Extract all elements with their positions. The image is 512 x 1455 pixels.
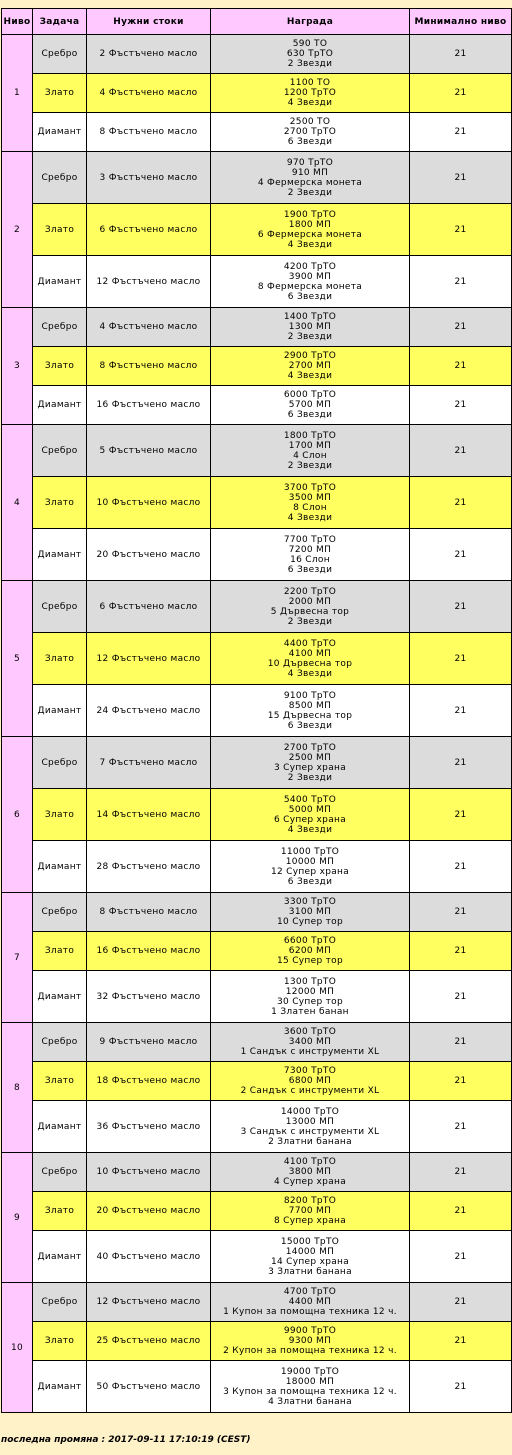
goods-cell: 16 Фъстъчено масло: [87, 932, 211, 971]
reward-cell: [211, 893, 410, 932]
level-cell: 8: [2, 1023, 33, 1153]
reward-line: 10000 МП: [285, 856, 335, 867]
table-row: [2, 347, 512, 386]
reward-cell: [211, 256, 410, 308]
reward-line: 30 Супер тор: [277, 996, 343, 1007]
reward-line: 2900 ТрТО: [283, 351, 337, 361]
min-level-cell: 21: [410, 74, 512, 113]
goods-cell: 2 Фъстъчено масло: [87, 35, 211, 74]
reward-line: 8 Супер храна: [273, 1216, 347, 1226]
task-cell: Сребро: [33, 1023, 87, 1062]
reward-line: 6 Звезди: [287, 291, 333, 302]
task-cell: Злато: [33, 204, 87, 256]
reward-line: 2 Звезди: [287, 187, 333, 198]
level-cell: 9: [2, 1153, 33, 1283]
reward-cell: [211, 1361, 410, 1413]
goods-cell: 7 Фъстъчено масло: [87, 737, 211, 789]
header-task: Задача: [33, 9, 87, 35]
reward-line: 4200 ТрТО: [283, 261, 337, 272]
reward-line: 6 Фермерска монета: [257, 229, 363, 240]
reward-cell: [211, 685, 410, 737]
reward-line: 630 ТрТО: [286, 49, 334, 59]
reward-cell: [211, 581, 410, 633]
reward-line: 4 Супер храна: [273, 1177, 347, 1187]
reward-line: 2700 ТрТО: [283, 127, 337, 137]
reward-line: 12000 МП: [285, 986, 335, 997]
reward-line: 1300 ТрТО: [283, 976, 337, 987]
reward-line: 1100 ТО: [289, 78, 331, 88]
goods-cell: 8 Фъстъчено масло: [87, 893, 211, 932]
table-row: [2, 35, 512, 74]
goods-cell: 8 Фъстъчено масло: [87, 347, 211, 386]
task-cell: Сребро: [33, 581, 87, 633]
reward-line: 4 Звезди: [287, 668, 333, 679]
reward-line: 3800 МП: [288, 1167, 332, 1177]
reward-line: 14000 МП: [285, 1246, 335, 1257]
reward-line: 6000 ТрТО: [283, 390, 337, 400]
reward-line: 11000 ТрТО: [280, 846, 340, 857]
goods-cell: 16 Фъстъчено масло: [87, 386, 211, 425]
reward-line: 3100 МП: [288, 907, 332, 917]
reward-cell: [211, 35, 410, 74]
reward-line: 2 Купон за помощна техника 12 ч.: [223, 1346, 397, 1356]
reward-cell: [211, 841, 410, 893]
reward-line: 2500 МП: [288, 752, 332, 763]
table-row: [2, 113, 512, 152]
table-body: [2, 35, 512, 1413]
table-row: [2, 581, 512, 633]
reward-line: 5000 МП: [288, 804, 332, 815]
reward-line: 2 Сандък с инструменти XL: [240, 1086, 380, 1096]
min-level-cell: 21: [410, 1231, 512, 1283]
reward-line: 2700 ТрТО: [283, 742, 337, 753]
reward-line: 590 ТО: [292, 39, 328, 49]
reward-line: 3 Сандък с инструменти XL: [240, 1126, 380, 1137]
reward-cell: [211, 113, 410, 152]
reward-cell: [211, 386, 410, 425]
min-level-cell: 21: [410, 204, 512, 256]
table-row: [2, 633, 512, 685]
reward-line: 6 Супер храна: [273, 814, 347, 825]
reward-line: 7700 ТрТО: [283, 534, 337, 545]
reward-cell: [211, 529, 410, 581]
reward-line: 7200 МП: [288, 544, 332, 555]
goods-cell: 4 Фъстъчено масло: [87, 74, 211, 113]
level-cell: 2: [2, 152, 33, 308]
reward-line: 970 ТрТО: [286, 157, 334, 168]
level-cell: 6: [2, 737, 33, 893]
task-cell: Сребро: [33, 35, 87, 74]
header-row: [2, 9, 512, 35]
table-row: [2, 425, 512, 477]
min-level-cell: 21: [410, 737, 512, 789]
reward-cell: [211, 1023, 410, 1062]
goods-cell: 24 Фъстъчено масло: [87, 685, 211, 737]
level-cell: 5: [2, 581, 33, 737]
task-cell: Злато: [33, 74, 87, 113]
table-row: [2, 386, 512, 425]
goods-cell: 12 Фъстъчено масло: [87, 633, 211, 685]
reward-line: 8 Фермерска монета: [257, 281, 363, 292]
reward-cell: [211, 1322, 410, 1361]
reward-line: 15 Дървесна тор: [267, 710, 353, 721]
goods-cell: 8 Фъстъчено масло: [87, 113, 211, 152]
reward-line: 6 Звезди: [287, 410, 333, 420]
min-level-cell: 21: [410, 893, 512, 932]
reward-cell: [211, 1062, 410, 1101]
reward-cell: [211, 308, 410, 347]
task-cell: Сребро: [33, 308, 87, 347]
reward-line: 2500 ТО: [289, 117, 331, 127]
task-cell: Сребро: [33, 1283, 87, 1322]
table-row: [2, 893, 512, 932]
reward-cell: [211, 347, 410, 386]
reward-line: 3500 МП: [288, 492, 332, 503]
reward-line: 4400 ТрТО: [283, 638, 337, 649]
reward-line: 2 Звезди: [287, 460, 333, 471]
table-row: [2, 685, 512, 737]
table-row: [2, 1023, 512, 1062]
reward-line: 910 МП: [291, 167, 329, 178]
reward-line: 4 Златни банана: [268, 1396, 352, 1407]
reward-line: 1200 ТрТО: [283, 88, 337, 98]
table-row: [2, 1062, 512, 1101]
task-cell: Злато: [33, 477, 87, 529]
min-level-cell: 21: [410, 425, 512, 477]
reward-line: 4 Звезди: [287, 239, 333, 250]
reward-line: 4 Звезди: [287, 824, 333, 835]
reward-line: 16 Слон: [290, 554, 330, 565]
task-cell: Диамант: [33, 529, 87, 581]
goods-cell: 18 Фъстъчено масло: [87, 1062, 211, 1101]
reward-line: 4 Звезди: [287, 512, 333, 523]
task-cell: Сребро: [33, 152, 87, 204]
min-level-cell: 21: [410, 1283, 512, 1322]
goods-cell: 20 Фъстъчено масло: [87, 529, 211, 581]
reward-line: 2200 ТрТО: [283, 586, 337, 597]
reward-line: 4100 МП: [288, 648, 332, 659]
min-level-cell: 21: [410, 581, 512, 633]
reward-line: 10 Дървесна тор: [267, 658, 353, 669]
goods-cell: 6 Фъстъчено масло: [87, 581, 211, 633]
task-cell: Сребро: [33, 737, 87, 789]
table-row: [2, 737, 512, 789]
task-cell: Злато: [33, 1062, 87, 1101]
reward-line: 6 Звезди: [287, 137, 333, 147]
task-cell: Диамант: [33, 971, 87, 1023]
reward-line: 1800 МП: [288, 219, 332, 230]
goods-cell: 6 Фъстъчено масло: [87, 204, 211, 256]
reward-line: 3 Златни банана: [268, 1266, 352, 1277]
min-level-cell: 21: [410, 1101, 512, 1153]
header-min-level: Минимално ниво: [410, 9, 512, 35]
min-level-cell: 21: [410, 529, 512, 581]
reward-cell: [211, 633, 410, 685]
level-cell: 1: [2, 35, 33, 152]
goods-cell: 14 Фъстъчено масло: [87, 789, 211, 841]
task-cell: Диамант: [33, 685, 87, 737]
reward-line: 1800 ТрТО: [283, 430, 337, 441]
task-cell: Диамант: [33, 256, 87, 308]
reward-cell: [211, 1192, 410, 1231]
min-level-cell: 21: [410, 386, 512, 425]
task-cell: Злато: [33, 1322, 87, 1361]
task-cell: Диамант: [33, 1361, 87, 1413]
min-level-cell: 21: [410, 477, 512, 529]
table-row: [2, 1322, 512, 1361]
level-cell: 7: [2, 893, 33, 1023]
reward-line: 14 Супер храна: [270, 1256, 350, 1267]
reward-line: 15000 ТрТО: [280, 1236, 340, 1247]
goods-cell: 32 Фъстъчено масло: [87, 971, 211, 1023]
goods-cell: 9 Фъстъчено масло: [87, 1023, 211, 1062]
reward-cell: [211, 971, 410, 1023]
table-row: [2, 529, 512, 581]
reward-line: 1700 МП: [288, 440, 332, 451]
reward-line: 2 Звезди: [287, 332, 333, 342]
header-reward: Награда: [211, 9, 410, 35]
reward-line: 3300 ТрТО: [283, 897, 337, 907]
reward-line: 5 Дървесна тор: [270, 606, 350, 617]
reward-line: 1 Сандък с инструменти XL: [240, 1047, 380, 1057]
reward-line: 19000 ТрТО: [280, 1366, 340, 1377]
goods-cell: 25 Фъстъчено масло: [87, 1322, 211, 1361]
reward-line: 3400 МП: [288, 1037, 332, 1047]
reward-line: 9100 ТрТО: [283, 690, 337, 701]
reward-line: 12 Супер храна: [270, 866, 350, 877]
reward-line: 6 Звезди: [287, 876, 333, 887]
level-cell: 4: [2, 425, 33, 581]
table-row: [2, 1231, 512, 1283]
goods-cell: 28 Фъстъчено масло: [87, 841, 211, 893]
reward-line: 8 Слон: [293, 502, 327, 513]
min-level-cell: 21: [410, 1361, 512, 1413]
reward-cell: [211, 1101, 410, 1153]
reward-line: 4700 ТрТО: [283, 1287, 337, 1297]
reward-line: 4 Слон: [293, 450, 327, 461]
table-row: [2, 74, 512, 113]
reward-line: 4400 МП: [288, 1297, 332, 1307]
task-cell: Злато: [33, 633, 87, 685]
min-level-cell: 21: [410, 256, 512, 308]
reward-line: 2 Звезди: [287, 772, 333, 783]
goods-cell: 12 Фъстъчено масло: [87, 256, 211, 308]
reward-line: 8500 МП: [288, 700, 332, 711]
reward-cell: [211, 204, 410, 256]
reward-line: 1 Златен банан: [271, 1006, 349, 1017]
task-cell: Сребро: [33, 425, 87, 477]
goods-cell: 20 Фъстъчено масло: [87, 1192, 211, 1231]
reward-line: 3900 МП: [288, 271, 332, 282]
table-row: [2, 1361, 512, 1413]
task-cell: Диамант: [33, 841, 87, 893]
task-cell: Злато: [33, 347, 87, 386]
reward-line: 13000 МП: [285, 1116, 335, 1127]
last-modified: последна промяна : 2017-09-11 17:10:19 (CEST): [1, 1435, 251, 1445]
reward-line: 18000 МП: [285, 1376, 335, 1387]
reward-line: 1300 МП: [288, 322, 332, 332]
min-level-cell: 21: [410, 1322, 512, 1361]
task-cell: Злато: [33, 789, 87, 841]
min-level-cell: 21: [410, 841, 512, 893]
reward-line: 2700 МП: [288, 361, 332, 371]
goods-cell: 10 Фъстъчено масло: [87, 477, 211, 529]
min-level-cell: 21: [410, 35, 512, 74]
reward-line: 3600 ТрТО: [283, 1027, 337, 1037]
reward-cell: [211, 1283, 410, 1322]
min-level-cell: 21: [410, 685, 512, 737]
header-goods: Нужни стоки: [87, 9, 211, 35]
min-level-cell: 21: [410, 1062, 512, 1101]
table-row: [2, 1101, 512, 1153]
reward-line: 9300 МП: [288, 1336, 332, 1346]
min-level-cell: 21: [410, 789, 512, 841]
table-row: [2, 256, 512, 308]
reward-cell: [211, 152, 410, 204]
level-cell: 3: [2, 308, 33, 425]
reward-line: 14000 ТрТО: [280, 1106, 340, 1117]
task-cell: Сребро: [33, 1153, 87, 1192]
table-row: [2, 308, 512, 347]
reward-line: 15 Супер тор: [277, 956, 343, 966]
table-row: [2, 1153, 512, 1192]
task-cell: Злато: [33, 932, 87, 971]
goods-cell: 50 Фъстъчено масло: [87, 1361, 211, 1413]
min-level-cell: 21: [410, 347, 512, 386]
reward-line: 4 Фермерска монета: [257, 177, 363, 188]
reward-cell: [211, 789, 410, 841]
table-row: [2, 477, 512, 529]
level-cell: 10: [2, 1283, 33, 1413]
goods-cell: 3 Фъстъчено масло: [87, 152, 211, 204]
reward-line: 6800 МП: [288, 1076, 332, 1086]
reward-cell: [211, 477, 410, 529]
header-level: Ниво: [2, 9, 33, 35]
reward-line: 3 Супер храна: [273, 762, 347, 773]
task-cell: Диамант: [33, 386, 87, 425]
reward-line: 10 Супер тор: [277, 917, 343, 927]
min-level-cell: 21: [410, 932, 512, 971]
min-level-cell: 21: [410, 633, 512, 685]
task-cell: Злато: [33, 1192, 87, 1231]
min-level-cell: 21: [410, 1153, 512, 1192]
reward-line: 2 Златни банана: [268, 1136, 352, 1147]
min-level-cell: 21: [410, 113, 512, 152]
reward-cell: [211, 1153, 410, 1192]
table-row: [2, 932, 512, 971]
reward-line: 7700 МП: [288, 1206, 332, 1216]
reward-line: 7300 ТрТО: [283, 1066, 337, 1076]
table-row: [2, 789, 512, 841]
reward-line: 4 Звезди: [287, 371, 333, 381]
reward-line: 1900 ТрТО: [283, 209, 337, 220]
reward-line: 2 Звезди: [287, 616, 333, 627]
table-row: [2, 1192, 512, 1231]
reward-line: 2 Звезди: [287, 59, 333, 69]
table-row: [2, 204, 512, 256]
task-cell: Сребро: [33, 893, 87, 932]
min-level-cell: 21: [410, 152, 512, 204]
reward-line: 6 Звезди: [287, 720, 333, 731]
table-row: [2, 152, 512, 204]
goods-cell: 4 Фъстъчено масло: [87, 308, 211, 347]
table-row: [2, 841, 512, 893]
reward-cell: [211, 425, 410, 477]
reward-line: 6200 МП: [288, 946, 332, 956]
reward-cell: [211, 737, 410, 789]
reward-cell: [211, 74, 410, 113]
reward-cell: [211, 932, 410, 971]
goods-cell: 10 Фъстъчено масло: [87, 1153, 211, 1192]
task-cell: Диамант: [33, 1231, 87, 1283]
reward-line: 1 Купон за помощна техника 12 ч.: [223, 1307, 397, 1317]
min-level-cell: 21: [410, 971, 512, 1023]
reward-line: 6600 ТрТО: [283, 936, 337, 946]
goods-cell: 12 Фъстъчено масло: [87, 1283, 211, 1322]
reward-line: 9900 ТрТО: [283, 1326, 337, 1336]
min-level-cell: 21: [410, 1023, 512, 1062]
task-cell: Диамант: [33, 1101, 87, 1153]
goods-cell: 36 Фъстъчено масло: [87, 1101, 211, 1153]
goods-cell: 40 Фъстъчено масло: [87, 1231, 211, 1283]
table-row: [2, 1283, 512, 1322]
reward-line: 5700 МП: [288, 400, 332, 410]
reward-line: 1400 ТрТО: [283, 312, 337, 322]
reward-line: 2000 МП: [288, 596, 332, 607]
reward-cell: [211, 1231, 410, 1283]
goods-cell: 5 Фъстъчено масло: [87, 425, 211, 477]
task-cell: Диамант: [33, 113, 87, 152]
reward-line: 4100 ТрТО: [283, 1157, 337, 1167]
reward-line: 3700 ТрТО: [283, 482, 337, 493]
quest-table: [1, 8, 512, 1413]
reward-line: 6 Звезди: [287, 564, 333, 575]
reward-line: 8200 ТрТО: [283, 1196, 337, 1206]
min-level-cell: 21: [410, 308, 512, 347]
reward-line: 3 Купон за помощна техника 12 ч.: [223, 1386, 397, 1397]
min-level-cell: 21: [410, 1192, 512, 1231]
reward-line: 5400 ТрТО: [283, 794, 337, 805]
table-row: [2, 971, 512, 1023]
reward-line: 4 Звезди: [287, 98, 333, 108]
